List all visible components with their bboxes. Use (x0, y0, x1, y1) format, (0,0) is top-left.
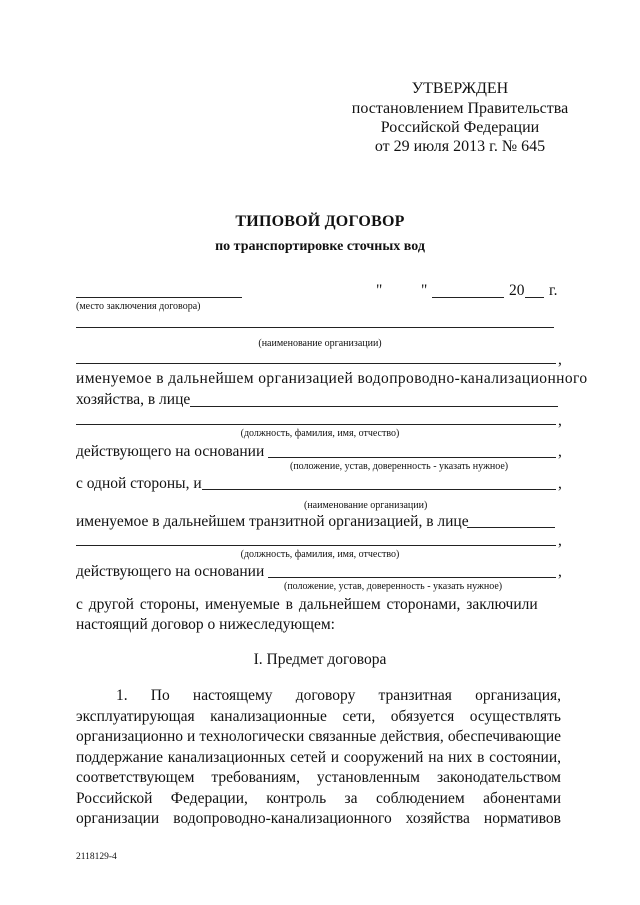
date-quote-close: " (421, 282, 428, 299)
basis-line-1[interactable] (268, 457, 556, 458)
date-year-prefix: 20 (509, 282, 525, 299)
transit-person-line-2[interactable] (76, 545, 556, 546)
paragraph-line: организации водопроводно-канализационного хозяйства нормативов (76, 810, 561, 827)
org-name-line-2[interactable] (76, 363, 556, 364)
org-name-line[interactable] (76, 327, 554, 328)
person-line-2[interactable] (76, 424, 556, 425)
place-caption: (место заключения договора) (76, 301, 201, 312)
person-line-1[interactable] (190, 406, 558, 407)
date-quote-open: " (376, 282, 383, 299)
acting-basis-text-2: действующего на основании (76, 563, 265, 580)
transit-person-line-1[interactable] (467, 527, 555, 528)
other-side-line-1: с другой стороны, именуемые в дальнейшем сторонами, заключили (76, 596, 538, 613)
position-caption-1: (должность, фамилия, имя, отчество) (240, 428, 400, 439)
org-name-caption-2: (наименование организации) (304, 500, 428, 511)
other-side-line-2: настоящий договор о нижеследующем: (76, 616, 335, 633)
paragraph-line: Российской Федерации, контроль за соблюдением абонентами (76, 789, 561, 807)
section-1-paragraph-1 (76, 686, 561, 830)
comma: , (558, 412, 562, 429)
comma: , (558, 351, 562, 368)
paragraph-line: поддержание канализационных сетей и сооружений на них в состоянии, (76, 748, 561, 766)
basis-line-2[interactable] (268, 577, 556, 578)
approval-line-2: Российской Федерации (380, 119, 540, 136)
org-name-caption: (наименование организации) (258, 338, 382, 349)
comma: , (558, 443, 562, 460)
named-water-org-text: именуемое в дальнейшем организацией водопроводно-канализационного (76, 370, 588, 387)
economy-person-text: хозяйства, в лице (76, 391, 191, 408)
one-side-text: с одной стороны, и (76, 475, 202, 492)
paragraph-line: 1. По настоящему договору транзитная организация, (116, 687, 561, 704)
comma: , (558, 563, 562, 580)
document-subtitle: по транспортировке сточных вод (215, 239, 425, 254)
second-org-line[interactable] (202, 489, 556, 490)
acting-basis-text-1: действующего на основании (76, 443, 265, 460)
section-1-heading: I. Предмет договора (253, 651, 387, 668)
document-title: ТИПОВОЙ ДОГОВОР (235, 213, 405, 230)
approval-line-1: постановлением Правительства (351, 100, 569, 117)
date-year-suffix: г. (549, 282, 558, 299)
position-caption-2: (должность, фамилия, имя, отчество) (240, 549, 400, 560)
approval-heading: УТВЕРЖДЕН (411, 80, 509, 97)
date-month-line[interactable] (432, 297, 504, 298)
footer-code: 2118129-4 (76, 852, 117, 862)
comma: , (558, 532, 562, 549)
comma: , (558, 475, 562, 492)
basis-caption-2: (положение, устав, доверенность - указать нужное) (284, 581, 503, 592)
paragraph-line: эксплуатирующая канализационные сети, обязуется осуществлять (76, 707, 561, 725)
approval-line-3: от 29 июля 2013 г. № 645 (374, 138, 546, 155)
paragraph-line: соответствующем требованиям, установленным законодательством (76, 769, 561, 786)
named-transit-text: именуемое в дальнейшем транзитной организацией, в лице (76, 513, 469, 530)
paragraph-line: организационно и технологически связанные действия, обеспечивающие (76, 728, 561, 745)
basis-caption-1: (положение, устав, доверенность - указать нужное) (290, 461, 509, 472)
date-year-line[interactable] (525, 297, 544, 298)
place-field-line[interactable] (76, 297, 242, 298)
